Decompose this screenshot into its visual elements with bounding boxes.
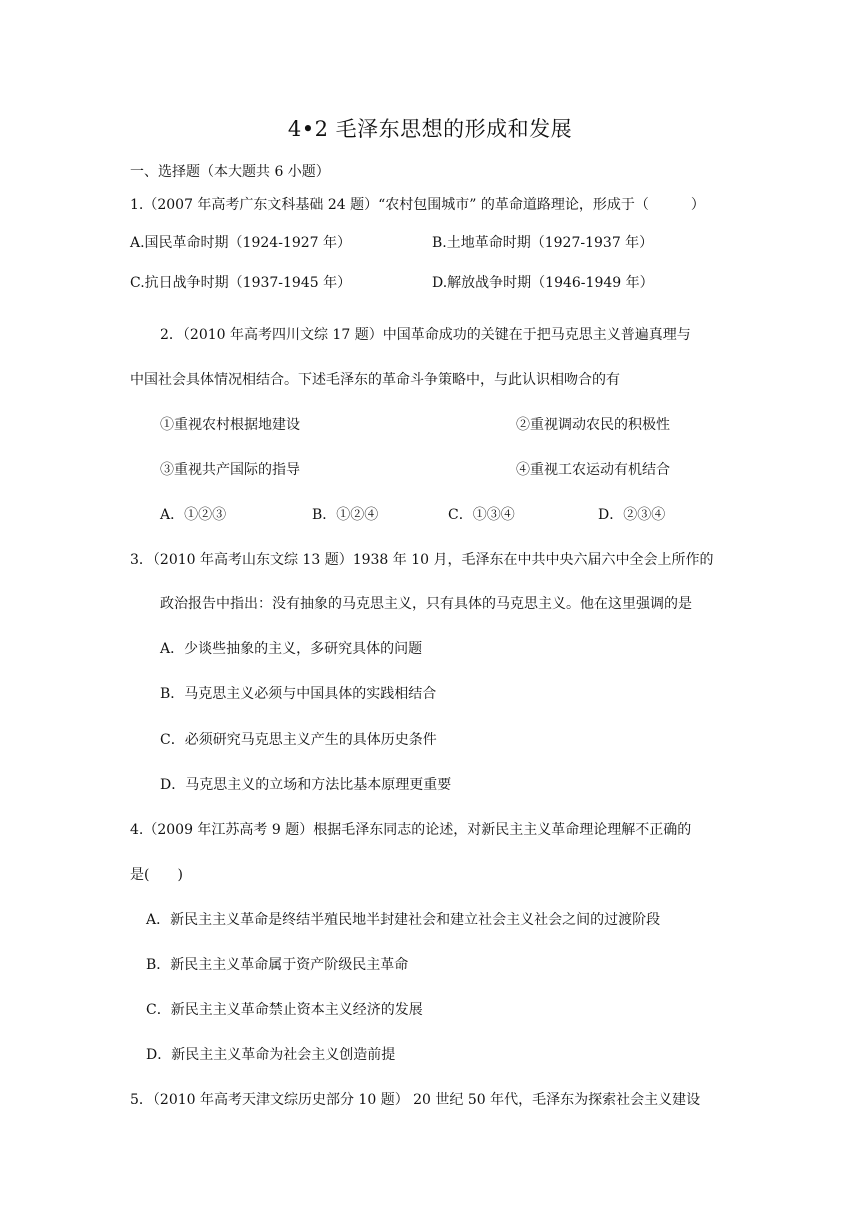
section-heading: 一、选择题（本大题共 6 小题）	[130, 164, 330, 180]
question-2-item-3: ③重视共产国际的指导	[160, 462, 300, 478]
document-title: 4•2 毛泽东思想的形成和发展	[287, 117, 573, 141]
question-4-option-d: D．新民主主义革命为社会主义创造前提	[146, 1047, 396, 1063]
question-2-item-4: ④重视工农运动有机结合	[516, 462, 670, 478]
question-1-option-d: D.解放战争时期（1946-1949 年）	[432, 275, 654, 291]
question-5-stem-line-1: 5．（2010 年高考天津文综历史部分 10 题） 20 世纪 50 年代，毛泽东为探索社会主义建设	[130, 1092, 701, 1108]
question-2-option-d: D．②③④	[598, 507, 666, 523]
question-3-option-c: C．必须研究马克思主义产生的具体历史条件	[160, 732, 437, 748]
question-2-item-1: ①重视农村根据地建设	[160, 417, 300, 433]
question-3-stem-line-1: 3．（2010 年高考山东文综 13 题）1938 年 10 月，毛泽东在中共中央六届六中全会上所作的	[130, 552, 714, 568]
question-2-option-a: A．①②③	[160, 507, 227, 523]
question-3-option-d: D．马克思主义的立场和方法比基本原理更重要	[160, 777, 452, 793]
question-4-stem-line-2: 是( )	[130, 867, 183, 883]
question-3-option-a: A．少谈些抽象的主义，多研究具体的问题	[160, 641, 423, 657]
question-1-option-a: A.国民革命时期（1924-1927 年）	[130, 235, 351, 251]
question-4-stem-line-1: 4.（2009 年江苏高考 9 题）根据毛泽东同志的论述，对新民主主义革命理论理解不正确的	[130, 822, 692, 838]
question-2-item-2: ②重视调动农民的积极性	[516, 417, 670, 433]
question-1-option-b: B.土地革命时期（1927-1937 年）	[432, 235, 654, 251]
question-2-option-b: B．①②④	[312, 507, 379, 523]
question-1-stem: 1.（2007 年高考广东文科基础 24 题）“农村包围城市” 的革命道路理论，形成于（ ）	[130, 197, 705, 213]
question-4-option-a: A．新民主主义革命是终结半殖民地半封建社会和建立社会主义社会之间的过渡阶段	[146, 912, 661, 928]
question-4-option-c: C．新民主主义革命禁止资本主义经济的发展	[146, 1002, 423, 1018]
question-3-option-b: B．马克思主义必须与中国具体的实践相结合	[160, 686, 437, 702]
question-2-stem-line-1: 2．（2010 年高考四川文综 17 题）中国革命成功的关键在于把马克思主义普遍真理与	[160, 327, 691, 343]
question-3-stem-line-2: 政治报告中指出：没有抽象的马克思主义，只有具体的马克思主义。他在这里强调的是	[160, 596, 692, 612]
question-2-stem-line-2: 中国社会具体情况相结合。下述毛泽东的革命斗争策略中，与此认识相吻合的有	[130, 372, 620, 388]
question-1-option-c: C.抗日战争时期（1937-1945 年）	[130, 275, 352, 291]
question-4-option-b: B．新民主主义革命属于资产阶级民主革命	[146, 957, 409, 973]
question-2-option-c: C．①③④	[448, 507, 515, 523]
